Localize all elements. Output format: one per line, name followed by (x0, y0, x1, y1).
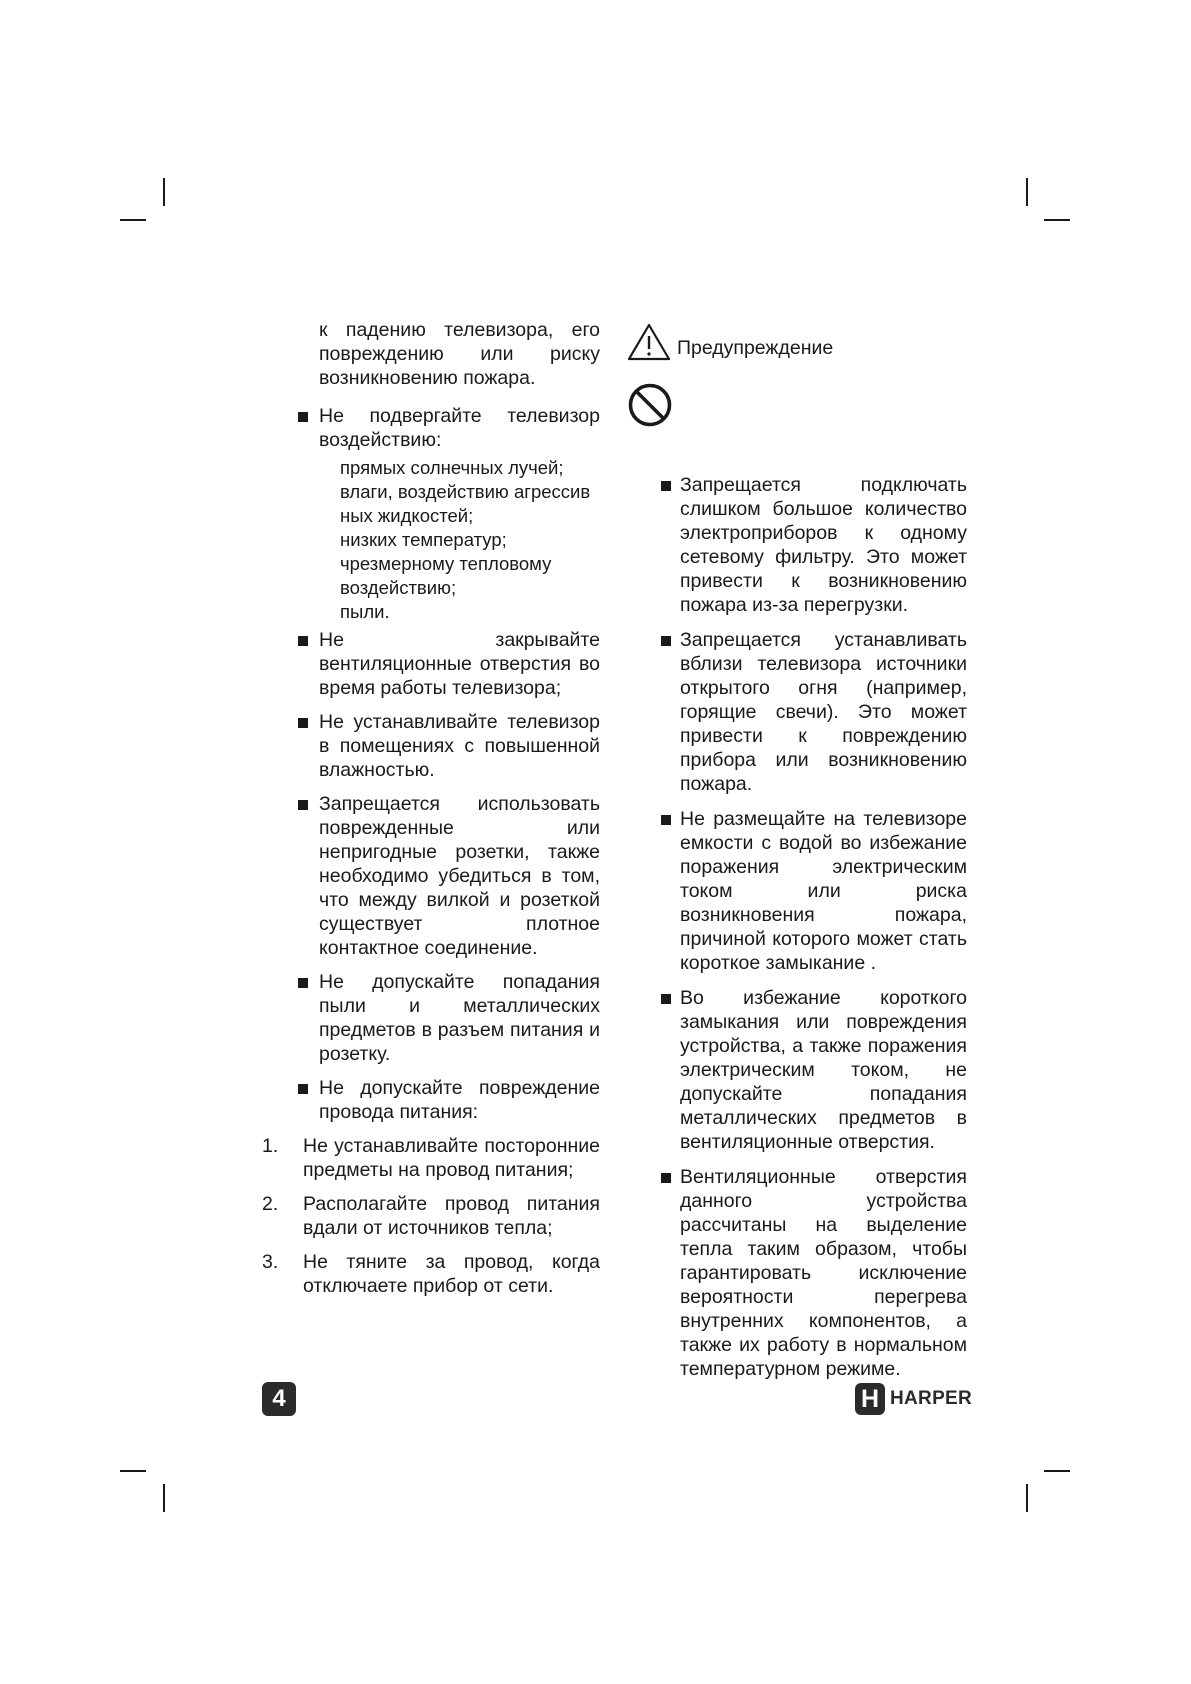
numbered-text: Не устанавливайте посторонние предметы на провод питания; (303, 1135, 600, 1181)
intro-paragraph (262, 318, 600, 390)
bullet-text: Запрещается подключать слишком большое количество электроприборов к одному сетевому фильтру. Это может привести к возникновению пожара из-за перегрузки. (680, 474, 967, 616)
prohibition-icon (627, 382, 673, 428)
bullet-square-icon (298, 412, 308, 422)
bullet-text: Не устанавливайте телевизор в помещениях с повышенной влажностью. (319, 711, 600, 781)
bullet-item (262, 628, 600, 700)
exposure-item: прямых солнечных лучей; (340, 457, 564, 478)
bullet-text: Не допускайте повреждение провода питания: (319, 1077, 600, 1123)
bullet-text: Запрещается устанавливать вблизи телевизора источники открытого огня (например, горящие свечи). Это может привести к повреждению прибора или возникновению пожара. (680, 629, 967, 795)
bullet-text: Запрещается использовать поврежденные или непригодные розетки, также необходимо убедиться в том, что между вилкой и розеткой существует плотное контактное соединение. (319, 793, 600, 959)
bullet-text: Во избежание короткого замыкания или повреждения устройства, а также поражения электрическим током, не допускайте попадания металлических предметов в вентиляционные отверстия. (680, 987, 967, 1153)
crop-mark (163, 1484, 165, 1512)
warning-label: Предупреждение (677, 336, 834, 359)
bullet-text: Не подвергайте телевизор воздействию: (319, 405, 600, 451)
bullet-square-icon (661, 636, 671, 646)
item-number: 1. (262, 1135, 279, 1157)
crop-mark (1044, 1470, 1070, 1472)
bullet-item (262, 1076, 600, 1124)
warning-heading (627, 320, 967, 364)
bullet-text: Не закрывайте вентиляционные отверстия во время работы телевизора; (319, 629, 600, 699)
crop-mark (1026, 1484, 1028, 1512)
bullet-item (627, 473, 967, 617)
crop-mark (1026, 178, 1028, 206)
item-number: 3. (262, 1251, 279, 1273)
intro-text: к падению телевизора, его повреждению или риску возникновению пожара. (319, 319, 600, 389)
bullet-square-icon (661, 815, 671, 825)
bullet-square-icon (661, 1173, 671, 1183)
bullet-item (627, 1165, 967, 1381)
bullet-square-icon (298, 978, 308, 988)
exposure-item: низких температур; (340, 529, 507, 550)
bullet-text: Вентиляционные отверстия данного устройства рассчитаны на выделение тепла таким образом, чтобы гарантировать исключение вероятности перегрева внутренних компонентов, а также их работу в нормальном температурном режиме. (680, 1166, 967, 1380)
exposure-item: ных жидкостей; (340, 505, 474, 526)
exposure-list (262, 456, 600, 624)
bullet-item (262, 710, 600, 782)
left-column (262, 318, 600, 1308)
bullet-square-icon (298, 1084, 308, 1094)
exposure-item: воздействию; (340, 577, 457, 598)
numbered-item (262, 1192, 600, 1240)
numbered-text: Не тяните за провод, когда отключаете прибор от сети. (303, 1251, 600, 1297)
warning-triangle-icon (627, 322, 671, 362)
right-column (627, 320, 967, 1392)
page-number: 4 (262, 1382, 296, 1416)
crop-mark (120, 219, 146, 221)
numbered-item (262, 1134, 600, 1182)
warning-list (627, 473, 967, 1381)
brand-logo (855, 1383, 972, 1415)
bullet-text: Не размещайте на телевизоре емкости с водой во избежание поражения электрическим током или риска возникновения пожара, причиной которого может стать короткое замыкание . (680, 808, 967, 974)
bullet-square-icon (298, 636, 308, 646)
item-number: 2. (262, 1193, 279, 1215)
bullet-square-icon (661, 481, 671, 491)
numbered-item (262, 1250, 600, 1298)
exposure-item: чрезмерному тепловому (340, 553, 552, 574)
numbered-text: Располагайте провод питания вдали от источников тепла; (303, 1193, 600, 1239)
exposure-item: пыли. (340, 601, 390, 622)
bullet-square-icon (298, 800, 308, 810)
bullet-item (262, 404, 600, 452)
prohibition-icon-wrap (627, 382, 967, 433)
bullet-item (627, 807, 967, 975)
bullet-item (627, 986, 967, 1154)
bullet-item (262, 792, 600, 960)
bullet-square-icon (661, 994, 671, 1004)
bullet-text: Не допускайте попадания пыли и металлических предметов в разъем питания и розетку. (319, 971, 600, 1065)
crop-mark (163, 178, 165, 206)
brand-name: HARPER (890, 1388, 973, 1409)
brand-letter: H (855, 1383, 885, 1415)
crop-mark (1044, 219, 1070, 221)
crop-mark (120, 1470, 146, 1472)
bullet-item (262, 970, 600, 1066)
bullet-item (627, 628, 967, 796)
exposure-item: влаги, воздействию агрессив (340, 481, 591, 502)
bullet-square-icon (298, 718, 308, 728)
